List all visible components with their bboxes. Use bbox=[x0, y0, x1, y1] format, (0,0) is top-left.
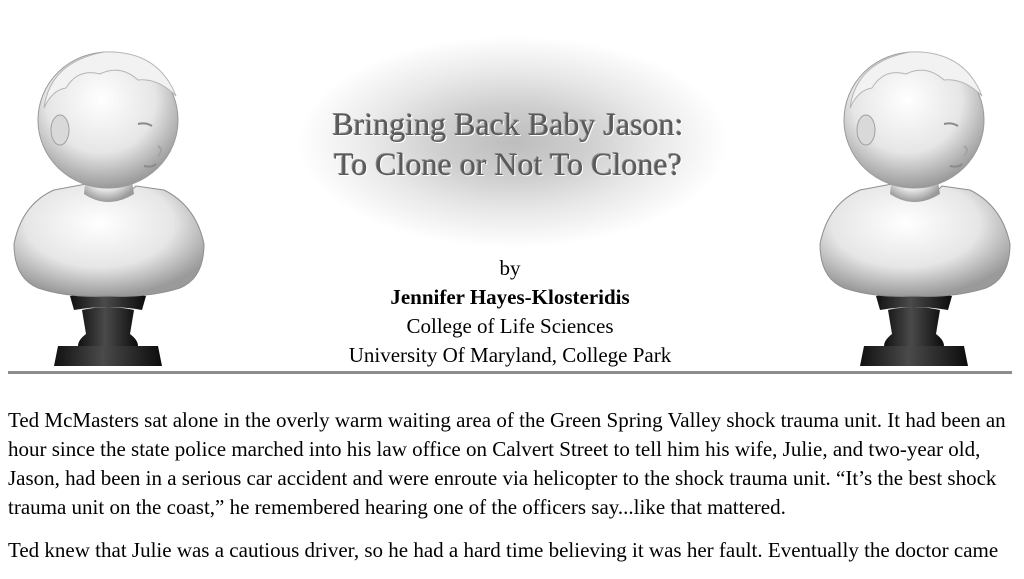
byline bbox=[300, 254, 720, 370]
department: College of Life Sciences bbox=[406, 314, 614, 338]
article-body bbox=[8, 406, 1018, 579]
university: University Of Maryland, College Park bbox=[348, 343, 672, 367]
author-name: Jennifer Hayes-Klosteridis bbox=[390, 285, 630, 309]
baby-bust-right-icon bbox=[814, 38, 1014, 368]
baby-bust-left-icon bbox=[8, 38, 208, 368]
horizontal-divider bbox=[8, 371, 1012, 374]
page-title bbox=[298, 104, 718, 184]
paragraph: Ted McMasters sat alone in the overly warm waiting area of the Green Spring Valley shock trauma unit. It had been an hour since the state police marched into his law office on Calvert Street to tell him his wife, Julie, and two-year old, Jason, had been in a serious car accident and were enroute via helicopter to the shock trauma unit. “It’s the best shock trauma unit on the coast,” he remembered hearing one of the officers say...like that mattered. bbox=[8, 408, 1006, 519]
by-label: by bbox=[499, 256, 521, 280]
title-line-1: Bringing Back Baby Jason: bbox=[332, 106, 684, 142]
title-line-2: To Clone or Not To Clone? bbox=[334, 146, 682, 182]
paragraph: Ted knew that Julie was a cautious driver, so he had a hard time believing it was her fault. Eventually the doctor came bbox=[8, 538, 999, 562]
